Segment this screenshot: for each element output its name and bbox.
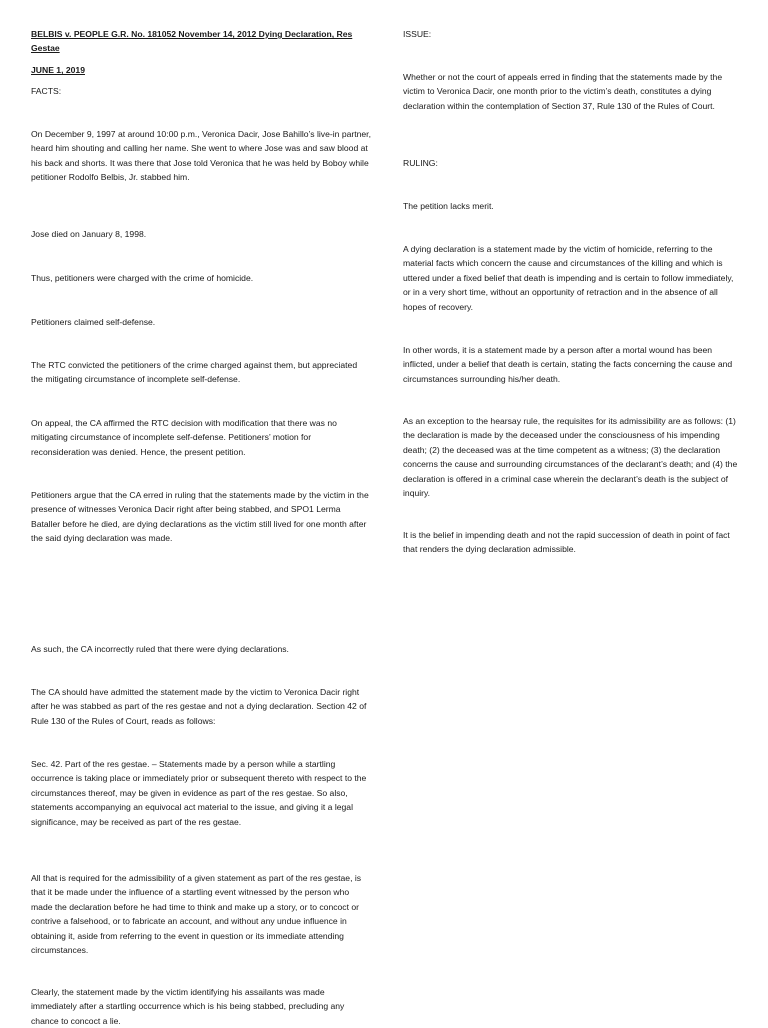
facts-heading: FACTS: [31, 86, 62, 96]
ruling-paragraph: It is the belief in impending death and not the rapid succession of death in point of fact that renders the dying declaration admissible. [403, 530, 730, 555]
ruling-paragraph: The petition lacks merit. [403, 201, 494, 211]
continuation-paragraph: All that is required for the admissibility of a given statement as part of the res gestae, is that it be made under the influence of a startling event witnessed by the person who made the declaration before he had time to think and make up a story, or to concoct or contrive a falsehood, or to fabricate an account, and without any undue influence in obtaining it, aside from referring to the event in question or its immediate attending circumstances. [31, 873, 362, 956]
document-title: BELBIS v. PEOPLE G.R. No. 181052 November 14, 2012 Dying Declaration, Res Gestae [31, 29, 353, 54]
issue-heading: ISSUE: [403, 29, 432, 39]
ruling-paragraph: In other words, it is a statement made by a person after a mortal wound has been inflicted, under a belief that death is certain, stating the facts concerning the cause and circumstances surrounding his/her death. [403, 345, 733, 384]
issue-paragraph: Whether or not the court of appeals erred in finding that the statements made by the victim to Veronica Dacir, one month prior to the victim’s death, constitutes a dying declaration within the contemplation of Section 37, Rule 130 of the Rules of Court. [403, 72, 723, 111]
res-gestae-quote: Sec. 42. Part of the res gestae. – Statements made by a person while a startling occurrence is taking place or immediately prior or subsequent thereto with respect to the circumstances thereof, may be given in evidence as part of the res gestae. So also, statements accompanying an equivocal act material to the issue, and giving it a legal significance, may be received as part of the res gestae. [31, 759, 367, 827]
facts-paragraph: Thus, petitioners were charged with the crime of homicide. [31, 273, 254, 283]
continuation-paragraph: Clearly, the statement made by the victim identifying his assailants was made immediately after a startling occurrence which is his being stabbed, precluding any chance to concoct a lie. [31, 987, 345, 1026]
continuation-paragraph: As such, the CA incorrectly ruled that there were dying declarations. [31, 644, 289, 654]
facts-paragraph: The RTC convicted the petitioners of the crime charged against them, but appreciated the mitigating circumstance of incomplete self-defense. [31, 360, 358, 385]
document-date: JUNE 1, 2019 [31, 65, 85, 75]
facts-paragraph: On December 9, 1997 at around 10:00 p.m., Veronica Dacir, Jose Bahillo’s live-in partner, heard him shouting and calling her name. She went to where Jose was and saw blood at his back and shorts. It was there that Jose told Veronica that he was held by Boboy while petitioner Rodolfo Belbis, Jr. stabbed him. [31, 129, 371, 183]
facts-paragraph: Petitioners claimed self-defense. [31, 317, 156, 327]
facts-paragraph: Jose died on January 8, 1998. [31, 229, 147, 239]
ruling-paragraph: As an exception to the hearsay rule, the requisites for its admissibility are as follows: (1) the declaration is made by the deceased under the consciousness of his impending death; (2) the deceased was at the time competent as a witness; (3) the declaration concerns the cause and surrounding circumstances of the declarant’s death; and (4) the declaration is offered in a criminal case wherein the declarant’s death is the subject of inquiry. [403, 416, 738, 499]
facts-paragraph: On appeal, the CA affirmed the RTC decision with modification that there was no mitigating circumstance of incomplete self-defense. Petitioners’ motion for reconsideration was denied. Hence, the present petition. [31, 418, 337, 457]
ruling-heading: RULING: [403, 158, 438, 168]
continuation-paragraph: The CA should have admitted the statement made by the victim to Veronica Dacir right after he was stabbed as part of the res gestae and not a dying declaration. Section 42 of Rule 130 of the Rules of Court, reads as follows: [31, 687, 367, 726]
facts-paragraph: Petitioners argue that the CA erred in ruling that the statements made by the victim in the presence of witnesses Veronica Dacir right after being stabbed, and SPO1 Lerma Bataller before he died, are dying declarations as the victim still lived for one month after the said dying declaration was made. [31, 490, 369, 544]
ruling-paragraph: A dying declaration is a statement made by the victim of homicide, referring to the material facts which concern the cause and circumstances of the killing and which is uttered under a fixed belief that death is impending and is certain to follow immediately, or in a very short time, without an opportunity of retraction and in the absence of all hopes of recovery. [403, 244, 734, 312]
